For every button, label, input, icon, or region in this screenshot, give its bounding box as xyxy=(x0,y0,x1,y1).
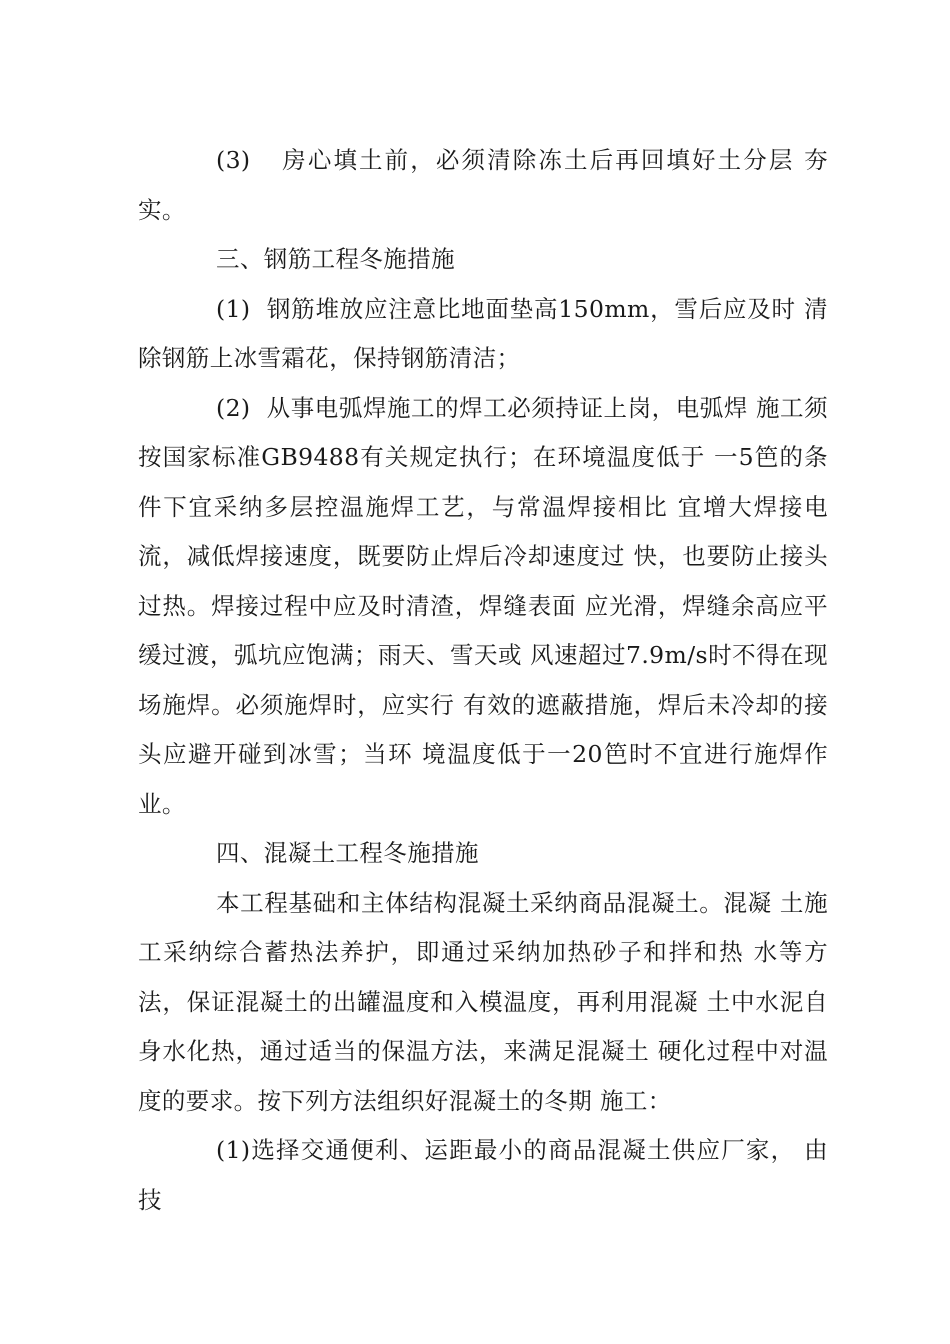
paragraph-concrete-intro: 本工程基础和主体结构混凝土采纳商品混凝土。混凝 土施工采纳综合蓄热法养护，即通过采纳加热砂子和拌和热 水等方法，保证混凝土的出罐温度和入模温度，再利用混凝 土中水泥自身水化热，通过适当的保温方法，来满足混凝土 硬化过程中对温度的要求。按下列方法组织好混凝土的冬期 施工： xyxy=(138,888,828,1115)
paragraph-text: 从事电弧焊施工的焊工必须持证上岗，电弧焊 施工须按国家标准GB9488有关规定执行；在环境温度低于 一5笆的条件下宜采纳多层控温施焊工艺，与常温焊接相比 宜增大焊接电流，减低焊接速度，既要防止焊后冷却速度过 快，也要防止接头过热。焊接过程中应及时清渣，焊缝表面 应光滑，焊缝余高应平缓过渡，弧坑应饱满；雨天、雪天或 风速超过7.9m/s时不得在现场施焊。必须施焊时，应实行 有效的遮蔽措施，焊后未冷却的接头应避开碰到冰雪；当环 境温度低于一20笆时不宜进行施焊作业。 xyxy=(138,393,828,818)
paragraph-item-1-rebar-storage xyxy=(138,285,828,384)
paragraph-text: 钢筋堆放应注意比地面垫高150mm，雪后应及时 清除钢筋上冰雪霜花，保持钢筋清洁； xyxy=(138,294,828,372)
item-number: (2) xyxy=(216,393,251,422)
item-number: (3) xyxy=(216,146,251,174)
document-body xyxy=(138,136,828,1225)
paragraph-item-1-supplier: (1)选择交通便利、运距最小的商品混凝土供应厂家， 由技 xyxy=(138,1136,828,1214)
paragraph-item-3-backfill xyxy=(138,136,828,235)
item-number: (1) xyxy=(216,294,251,323)
section-heading-rebar: 三、钢筋工程冬施措施 xyxy=(216,245,455,273)
paragraph-text: 房心填土前，必须清除冻土后再回填好土分层 夯实。 xyxy=(138,146,828,224)
section-heading-concrete: 四、混凝土工程冬施措施 xyxy=(216,839,479,867)
paragraph-item-2-welding xyxy=(138,384,828,830)
